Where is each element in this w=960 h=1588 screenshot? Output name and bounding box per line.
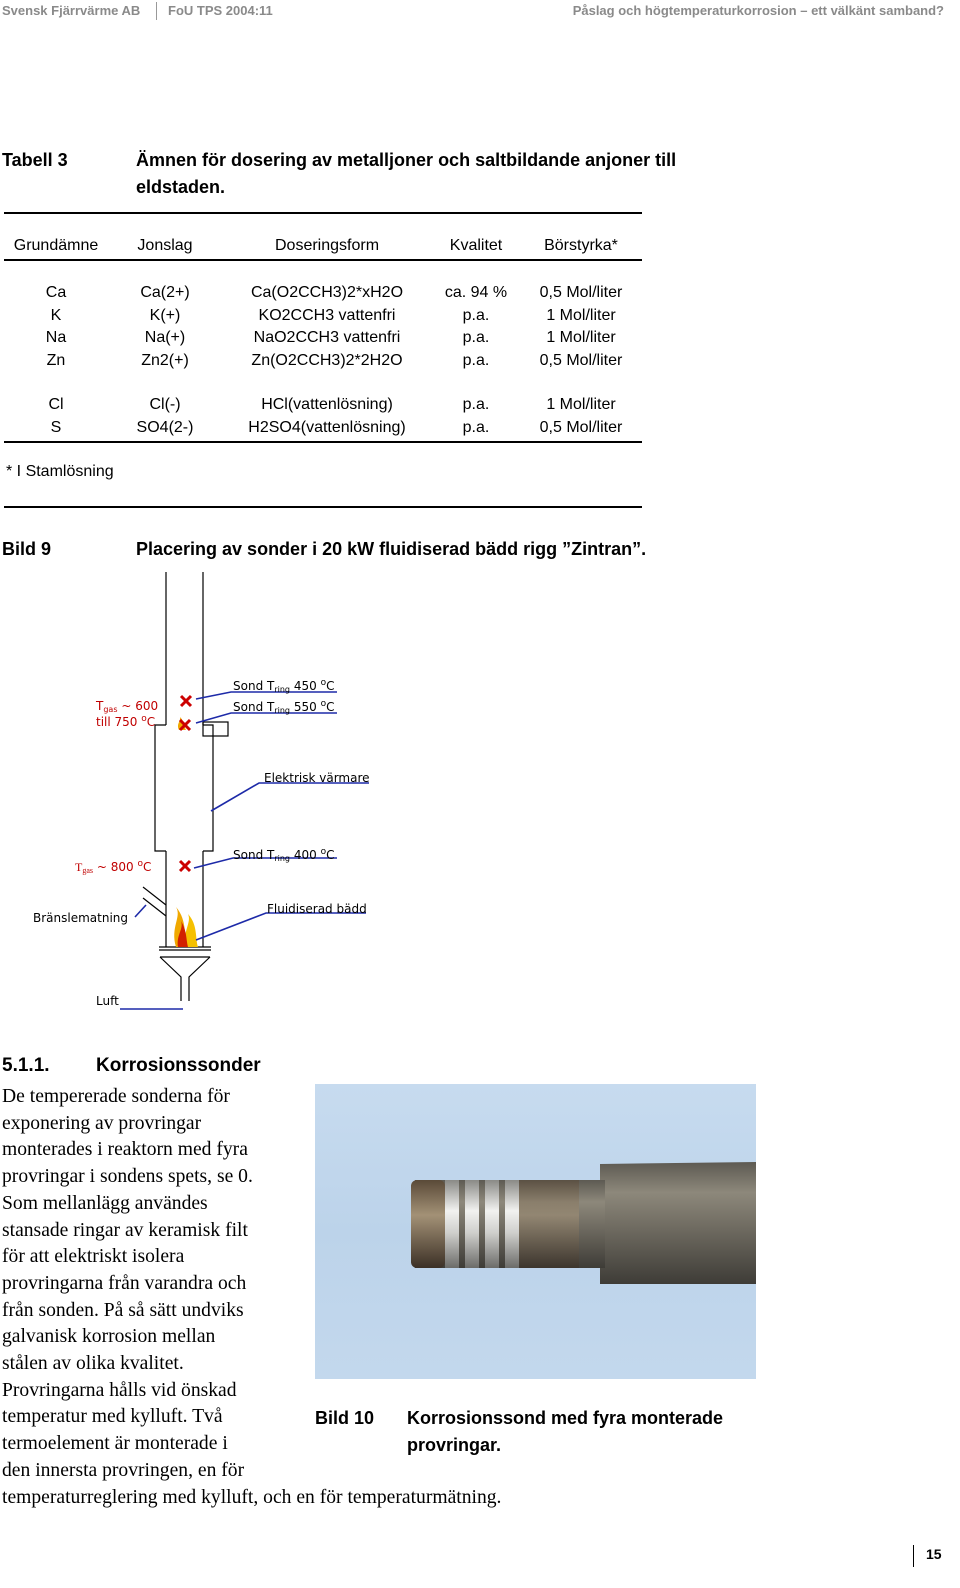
table-top-rule (4, 212, 642, 214)
sond-450-label: Sond $T_{ring}$ 450 $^o$C (233, 678, 335, 694)
figure10-label: Bild 10 (315, 1408, 375, 1428)
table-cell: Ca(2+) (140, 284, 190, 302)
tgas-upper-label-line2: till 750 $^o$C (96, 714, 156, 729)
table-cell: Na (45, 329, 67, 347)
figure10-caption-line1: Korrosionssond med fyra monterade (407, 1408, 724, 1428)
probe-holder (519, 1180, 579, 1268)
probe-icon (181, 696, 191, 706)
table-bottom-rule (4, 441, 642, 443)
table-row (4, 417, 642, 440)
table-row (4, 305, 642, 328)
column-header: Börstyrka* (544, 237, 618, 254)
header-company: Svensk Fjärrvärme AB (2, 3, 141, 18)
table-body-group2 (4, 394, 642, 439)
table-cell: Ca(O2CCH3)2*xH2O (250, 284, 404, 302)
table-cell: p.a. (462, 329, 490, 347)
body-line: galvanisk korrosion mellan (2, 1326, 216, 1348)
tgas-upper-label: $T_{gas}$ ~ 600 (96, 699, 159, 714)
header-report-title: Påslag och högtemperaturkorrosion – ett välkänt samband? (572, 3, 944, 18)
sample-ring (485, 1180, 499, 1268)
column-header: Doseringsform (274, 237, 380, 254)
table-cell: Na(+) (144, 329, 186, 347)
electric-heater-label: Elektrisk värmare (264, 771, 370, 785)
sample-ring (445, 1180, 459, 1268)
table-cell: p.a. (462, 396, 490, 414)
table-cell: KO2CCH3 vattenfri (258, 306, 396, 324)
table-cell: Ca (45, 284, 67, 302)
table-footnote: * I Stamlösning (6, 463, 114, 480)
body-line: temperaturreglering med kylluft, och en för temperaturmätning. (2, 1486, 502, 1508)
fuel-feed-label: Bränslematning (33, 911, 129, 925)
table-row (4, 282, 642, 305)
table-cell: ca. 94 % (444, 284, 508, 302)
flame-icon (174, 717, 198, 947)
table-cell: SO4(2-) (136, 418, 194, 436)
figure-caption-rule (4, 506, 642, 508)
table-cell: K(+) (149, 306, 181, 324)
table-header-rule (4, 259, 642, 261)
table-cell: K (50, 306, 62, 324)
table-cell: H2SO4(vattenlösning) (248, 418, 406, 436)
sample-ring (465, 1180, 479, 1268)
table-cell: 0,5 Mol/liter (539, 284, 623, 302)
body-line: Provringarna hålls vid önskad (2, 1379, 237, 1401)
figure9-label: Bild 9 (2, 539, 52, 559)
header-report-id: FoU TPS 2004:11 (168, 3, 273, 18)
body-line: den innersta provringen, en för (2, 1459, 245, 1481)
body-line: stansade ringar av keramisk filt (2, 1219, 248, 1241)
table-cell: S (50, 418, 62, 436)
table-label: Tabell 3 (2, 150, 68, 170)
page-number: 15 (926, 1546, 942, 1562)
table-cell: p.a. (462, 351, 490, 369)
table-cell: p.a. (462, 418, 490, 436)
table-caption-line2: eldstaden. (136, 177, 226, 197)
table-cell: Zn2(+) (141, 351, 189, 369)
reactor-diagram (0, 565, 420, 1025)
body-line: monterades i reaktorn med fyra (2, 1139, 248, 1161)
body-line: provringar i sondens spets, se 0. (2, 1166, 253, 1188)
footer-divider (913, 1545, 914, 1567)
table-cell: Zn (46, 351, 66, 369)
probe-photo (315, 1084, 756, 1379)
table-cell: HCl(vattenlösning) (261, 396, 393, 414)
column-header: Jonslag (137, 237, 193, 254)
table-caption-line1: Ämnen för dosering av metalljoner och saltbildande anjoner till (136, 150, 677, 170)
probe-icon (180, 861, 190, 871)
figure9-caption: Placering av sonder i 20 kW fluidiserad bädd rigg ”Zintran”. (136, 539, 647, 559)
column-header: Kvalitet (449, 237, 503, 254)
table-cell: p.a. (462, 306, 490, 324)
table-cell: 0,5 Mol/liter (539, 351, 623, 369)
table-cell: 1 Mol/liter (546, 306, 616, 324)
air-label: Luft (96, 994, 119, 1008)
header-divider (156, 2, 157, 20)
fluidized-bed-label: Fluidiserad bädd (267, 902, 367, 916)
body-line: Som mellanlägg användes (2, 1192, 208, 1214)
tgas-lower-label: $T_{gas}$ ~ 800 $^o$C (75, 859, 152, 875)
table-row (4, 394, 642, 417)
body-line: från sonden. På så sätt undviks (2, 1299, 244, 1321)
body-line: exponering av provringar (2, 1112, 202, 1134)
table-row (4, 327, 642, 350)
table-row (4, 350, 642, 373)
table-body-group1 (4, 282, 642, 372)
table-cell: 0,5 Mol/liter (539, 418, 623, 436)
table-cell: Cl(-) (149, 396, 181, 414)
table-cell: NaO2CCH3 vattenfri (253, 329, 401, 347)
probe-tip (411, 1180, 445, 1268)
section-number: 5.1.1. (2, 1055, 50, 1076)
body-line: De tempererade sonderna för (2, 1086, 230, 1107)
sond-550-label: Sond $T_{ring}$ 550 $^o$C (233, 699, 335, 715)
column-header: Grundämne (13, 237, 99, 254)
sond-400-label: Sond $T_{ring}$ 400 $^o$C (233, 847, 335, 863)
body-line: för att elektriskt isolera (2, 1246, 185, 1268)
probe-outer-tube (600, 1162, 756, 1284)
table-cell: Zn(O2CCH3)2*2H2O (251, 351, 403, 369)
table-cell: Cl (48, 396, 64, 414)
section-title: Korrosionssonder (96, 1055, 261, 1076)
table-cell: 1 Mol/liter (546, 329, 616, 347)
body-line: stålen av olika kvalitet. (2, 1353, 184, 1375)
figure10-caption-line2: provringar. (407, 1435, 502, 1455)
body-line: termoelement är monterade i (2, 1433, 228, 1455)
sample-ring (505, 1180, 519, 1268)
body-line: provringarna från varandra och (2, 1272, 247, 1294)
table-cell: 1 Mol/liter (546, 396, 616, 414)
body-line: temperatur med kylluft. Två (2, 1406, 223, 1428)
